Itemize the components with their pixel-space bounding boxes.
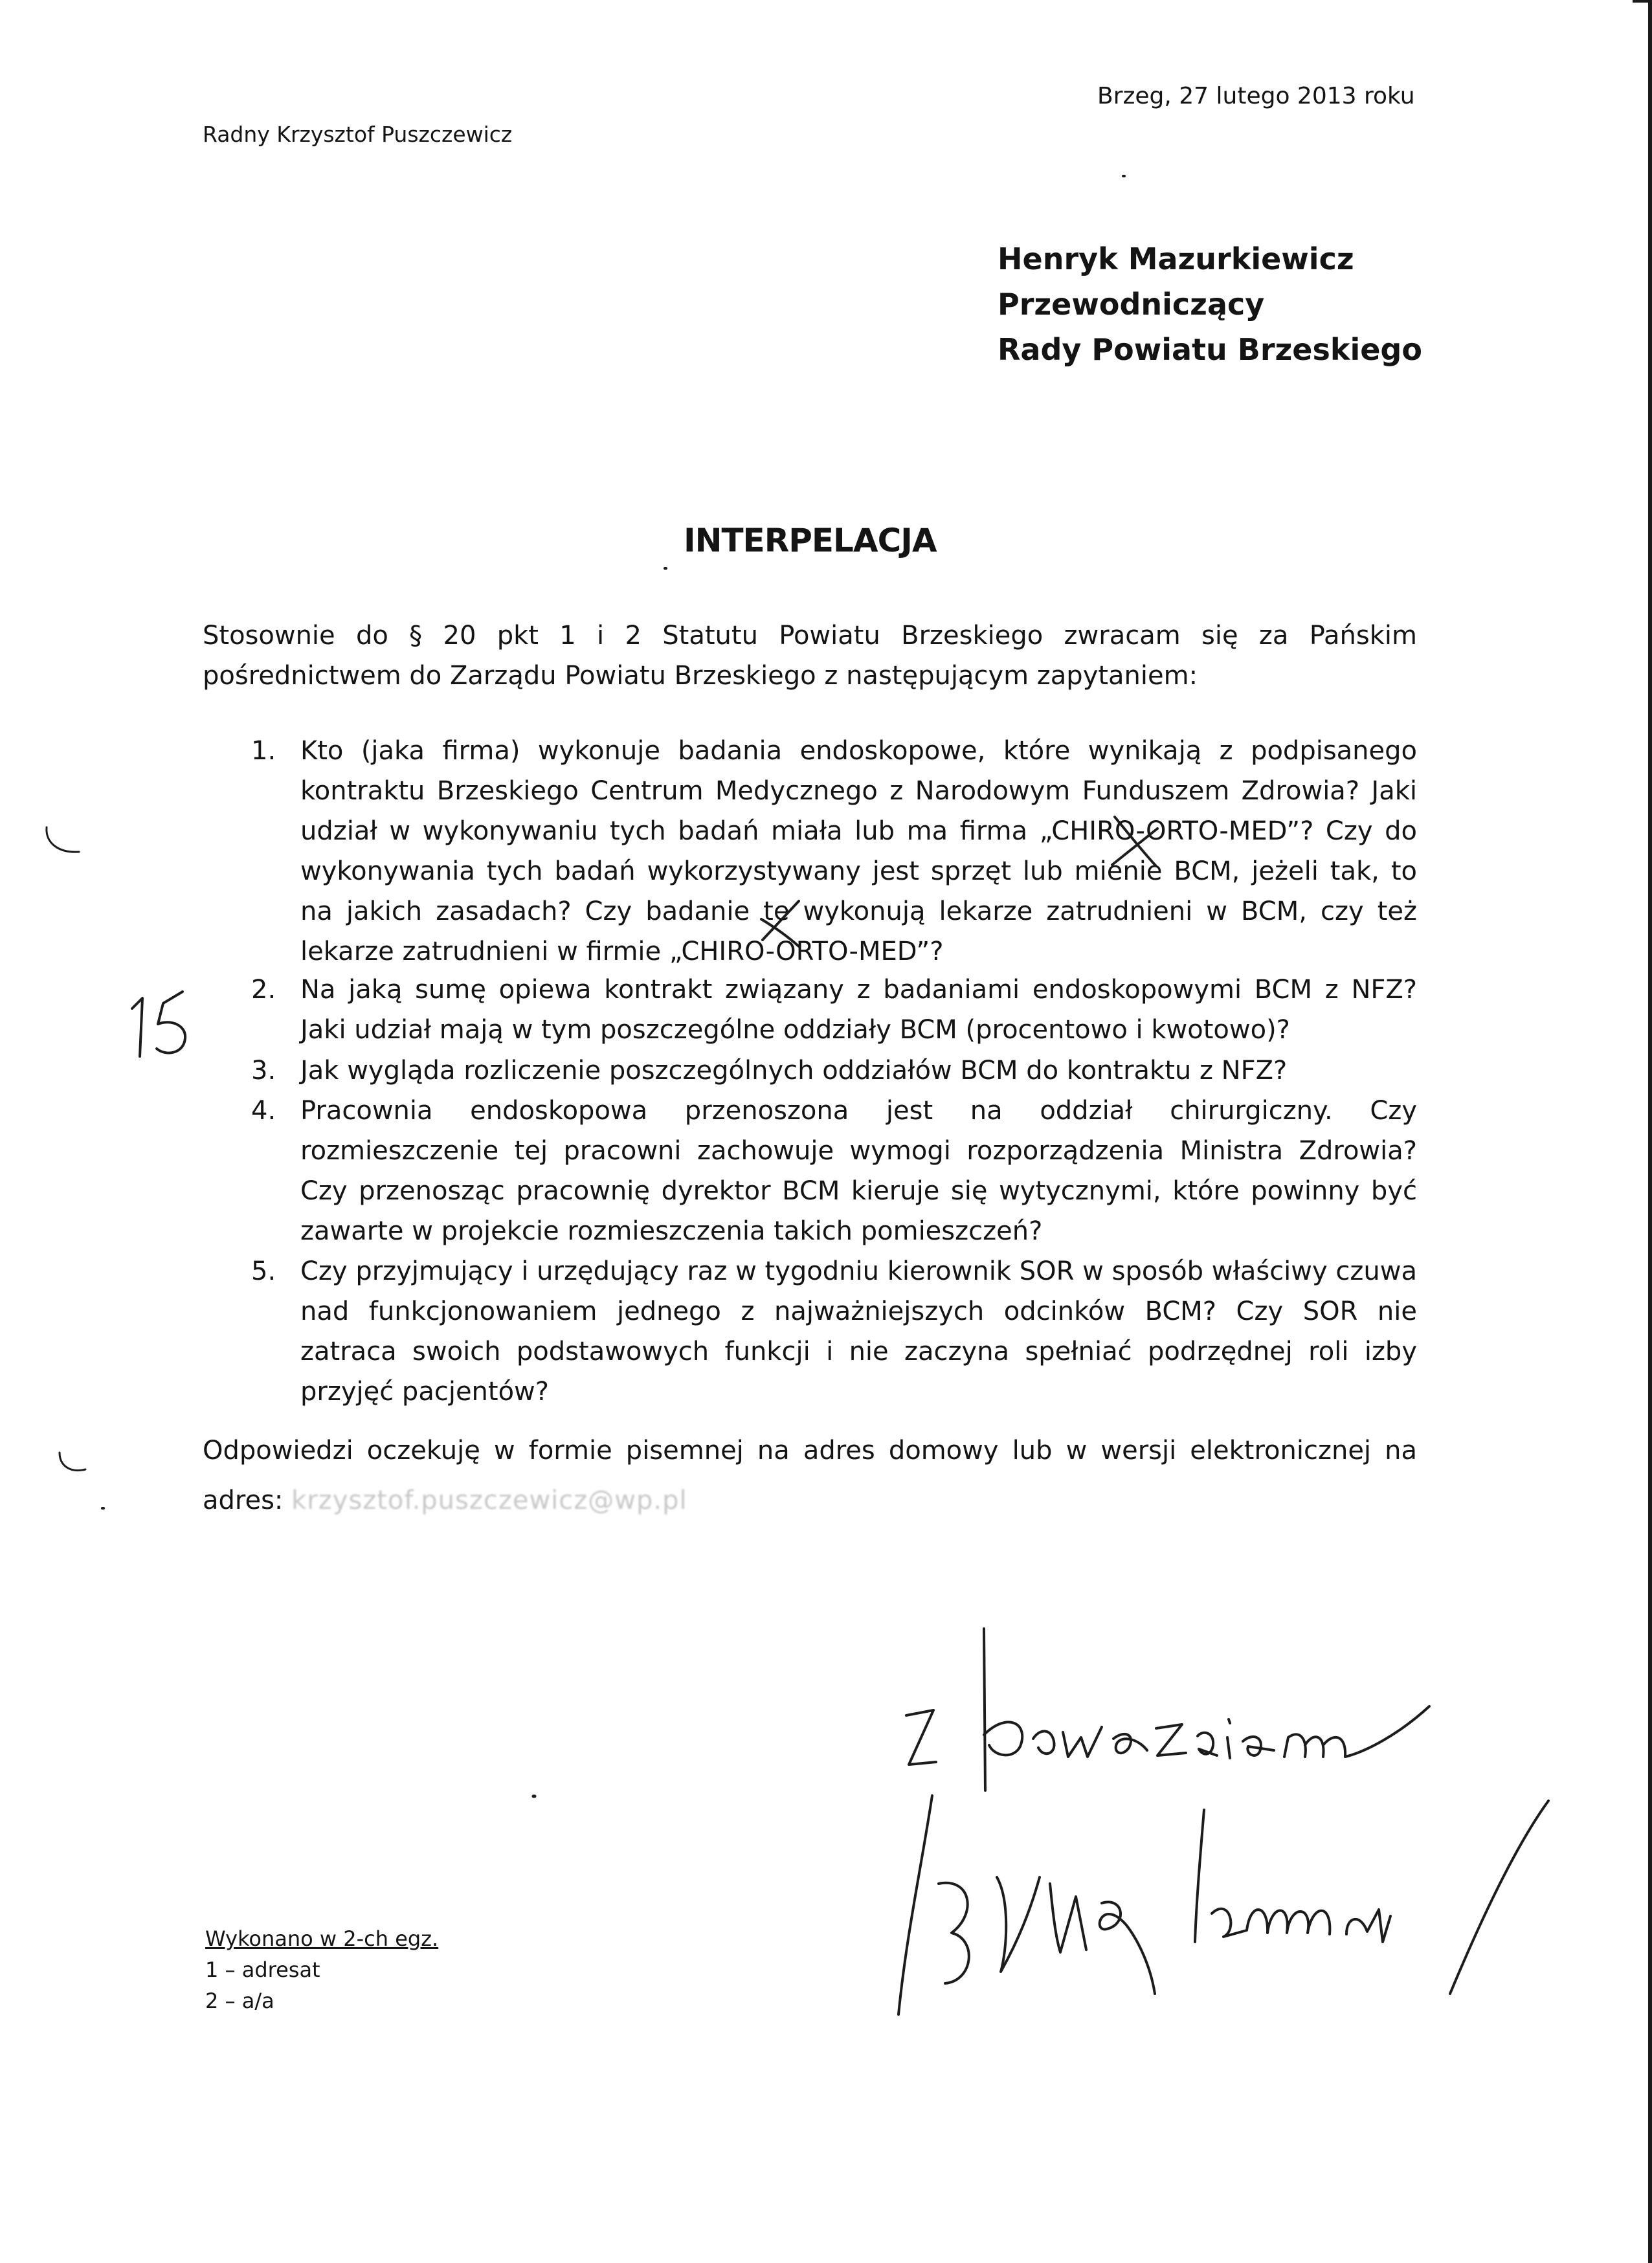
- question-line: zawarte w projekcie rozmieszczenia takich pomieszczeń?: [300, 1216, 1043, 1246]
- copies-item: 1 – adresat: [205, 1957, 320, 1982]
- recipient-name: Henryk Mazurkiewicz: [998, 241, 1354, 276]
- question-number: 1.: [251, 736, 276, 766]
- question-line: udział w wykonywaniu tych badań miała lub ma firma „CHIRO-ORTO-MED”? Czy do: [300, 816, 1417, 846]
- question-line: kontraktu Brzeskiego Centrum Medycznego z Narodowym Funduszem Zdrowia? Jaki: [300, 776, 1417, 806]
- redacted-email: krzysztof.puszczewicz@wp.pl: [291, 1486, 687, 1515]
- question-number: 4.: [251, 1096, 276, 1126]
- copies-title: Wykonano w 2-ch egz.: [205, 1926, 439, 1951]
- intro-line: pośrednictwem do Zarządu Powiatu Brzeskiego z następującym zapytaniem:: [203, 661, 1198, 691]
- intro-line: Stosownie do § 20 pkt 1 i 2 Statutu Powiatu Brzeskiego zwracam się za Pańskim: [203, 621, 1417, 651]
- question-line: wykonywania tych badań wykorzystywany jest sprzęt lub mienie BCM, jeżeli tak, to: [300, 856, 1417, 886]
- recipient-body: Rady Powiatu Brzeskiego: [998, 332, 1422, 367]
- question-line: rozmieszczenie tej pracowni zachowuje wymogi rozporządzenia Ministra Zdrowia?: [300, 1136, 1417, 1166]
- question-number: 2.: [251, 975, 276, 1005]
- question-number: 5.: [251, 1256, 276, 1286]
- question-line: Pracownia endoskopowa przenoszona jest na oddział chirurgiczny. Czy: [300, 1096, 1417, 1126]
- question-line: Czy przenosząc pracownię dyrektor BCM kieruje się wytycznymi, które powinny być: [300, 1176, 1417, 1206]
- sender-name: Radny Krzysztof Puszczewicz: [203, 122, 513, 147]
- question-number: 3.: [251, 1056, 276, 1086]
- question-line: Jak wygląda rozliczenie poszczególnych oddziałów BCM do kontraktu z NFZ?: [300, 1056, 1288, 1086]
- address-label: adres:: [203, 1486, 284, 1515]
- question-line: na jakich zasadach? Czy badanie te wykonują lekarze zatrudnieni w BCM, czy też: [300, 897, 1417, 926]
- outro-line: Odpowiedzi oczekuję w formie pisemnej na adres domowy lub w wersji elektronicznej na: [203, 1436, 1417, 1466]
- question-line: nad funkcjonowaniem jednego z najważniejszych odcinków BCM? Czy SOR nie: [300, 1297, 1417, 1326]
- question-line: Jaki udział mają w tym poszczególne oddziały BCM (procentowo i kwotowo)?: [300, 1015, 1290, 1045]
- copies-item: 2 – a/a: [205, 1989, 274, 2013]
- question-line: Czy przyjmujący i urzędujący raz w tygodniu kierownik SOR w sposób właściwy czuwa: [300, 1256, 1417, 1286]
- question-line: lekarze zatrudnieni w firmie „CHIRO-ORTO-MED”?: [300, 937, 944, 966]
- question-line: przyjęć pacjentów?: [300, 1377, 550, 1407]
- document-title: INTERPELACJA: [684, 522, 937, 559]
- place-and-date: Brzeg, 27 lutego 2013 roku: [1097, 83, 1415, 109]
- question-line: zatraca swoich podstawowych funkcji i nie zaczyna spełniać podrzędnej roli izby: [300, 1337, 1417, 1366]
- recipient-role: Przewodniczący: [998, 287, 1265, 322]
- question-line: Na jaką sumę opiewa kontrakt związany z badaniami endoskopowymi BCM z NFZ?: [300, 975, 1417, 1005]
- question-line: Kto (jaka firma) wykonuje badania endoskopowe, które wynikają z podpisanego: [300, 736, 1417, 766]
